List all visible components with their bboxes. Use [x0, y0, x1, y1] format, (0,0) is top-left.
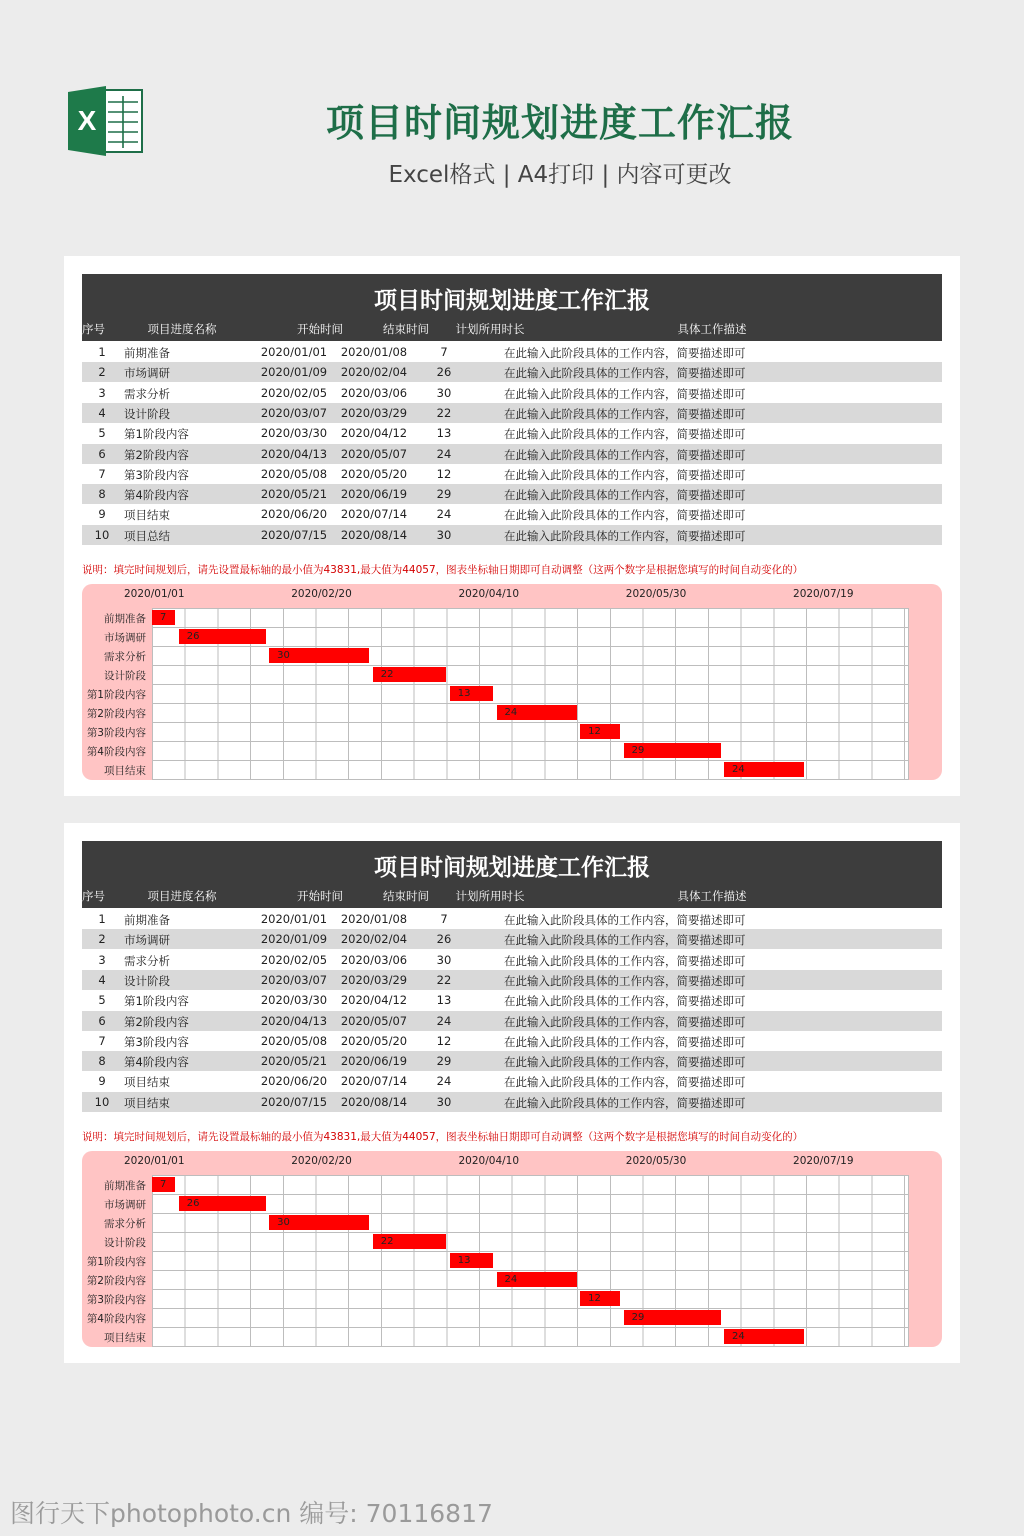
table-row: [82, 383, 942, 403]
task-label: 项目结束: [104, 1332, 146, 1344]
start-date: 2020/05/08: [260, 1033, 328, 1048]
start-date: 2020/02/05: [260, 952, 328, 967]
sheet-title: 项目时间规划进度工作汇报: [374, 855, 650, 881]
task-label: 前期准备: [104, 1180, 146, 1192]
task-bar: [450, 1253, 493, 1268]
task-bar: [497, 1272, 577, 1287]
gantt-chart: [82, 1151, 942, 1347]
x-axis-label: 2020/01/01: [124, 588, 185, 600]
task-bar: [269, 648, 369, 663]
task-bar: [152, 610, 175, 625]
duration: 30: [436, 385, 452, 400]
task-bar: [373, 667, 447, 682]
description: 在此输入此阶段具体的工作内容，简要描述即可: [504, 528, 746, 543]
bar-value-label: 29: [631, 1312, 645, 1323]
duration: 12: [436, 1033, 452, 1048]
table-row: [82, 909, 942, 929]
description: 在此输入此阶段具体的工作内容，简要描述即可: [504, 1075, 746, 1090]
start-date: 2020/07/15: [260, 1094, 328, 1109]
end-date: 2020/06/19: [340, 487, 408, 502]
x-axis-label: 2020/05/30: [625, 588, 687, 600]
phase-name: 需求分析: [124, 953, 170, 968]
row-index: 5: [98, 993, 106, 1008]
excel-icon: [66, 84, 146, 158]
task-label: 市场调研: [104, 1199, 146, 1211]
table-row: [82, 970, 942, 990]
bar-value-label: 12: [588, 1293, 601, 1304]
worksheet-2: [64, 823, 960, 1363]
x-axis-label: 2020/07/19: [793, 1155, 854, 1167]
x-axis-label: 2020/04/10: [458, 588, 520, 600]
table-row: [82, 1051, 942, 1071]
task-label: 第2阶段内容: [86, 1275, 146, 1287]
start-date: 2020/06/20: [260, 1074, 328, 1089]
task-bar: [269, 1215, 369, 1230]
end-date: 2020/06/19: [340, 1054, 408, 1069]
column-header: 计划所用时长: [455, 889, 525, 903]
phase-name: 项目结束: [124, 1075, 170, 1090]
end-date: 2020/05/07: [340, 1013, 408, 1028]
end-date: 2020/08/14: [340, 1094, 408, 1109]
start-date: 2020/01/09: [260, 932, 328, 947]
bar-value-label: 7: [160, 612, 167, 623]
phase-name: 项目结束: [124, 1095, 170, 1110]
table-row: [82, 950, 942, 970]
task-bar: [497, 705, 577, 720]
table-row: [82, 504, 942, 524]
duration: 7: [440, 912, 448, 926]
start-date: 2020/03/30: [260, 993, 328, 1008]
row-index: 1: [98, 912, 106, 926]
table-row: [82, 444, 942, 464]
end-date: 2020/05/20: [340, 466, 408, 481]
description: 在此输入此阶段具体的工作内容，简要描述即可: [504, 366, 746, 381]
duration: 26: [436, 365, 452, 380]
row-index: 10: [94, 1094, 110, 1109]
start-date: 2020/04/13: [260, 446, 328, 461]
x-axis-label: 2020/01/01: [124, 1155, 185, 1167]
task-label: 第4阶段内容: [86, 746, 146, 758]
phase-name: 项目总结: [124, 528, 170, 543]
row-index: 6: [98, 1013, 106, 1028]
bar-value-label: 24: [732, 764, 745, 775]
column-header: 具体工作描述: [677, 889, 747, 903]
column-header: 项目进度名称: [147, 889, 217, 903]
start-date: 2020/07/15: [260, 527, 328, 542]
start-date: 2020/01/09: [260, 365, 328, 380]
bar-value-label: 13: [457, 1255, 471, 1266]
bar-value-label: 12: [588, 726, 601, 737]
bar-value-label: 22: [380, 1236, 394, 1247]
phase-name: 项目结束: [124, 508, 170, 523]
end-date: 2020/03/06: [340, 385, 408, 400]
duration: 30: [436, 952, 452, 967]
task-label: 第3阶段内容: [86, 1294, 146, 1306]
description: 在此输入此阶段具体的工作内容，简要描述即可: [504, 447, 746, 462]
task-bar: [580, 1291, 620, 1306]
chart-note: 说明：填完时间规划后，请先设置最标轴的最小值为43831,最大值为44057，图表坐标轴日期即可自动调整（这两个数字是根据您填写的时间自动变化的）: [82, 1131, 804, 1143]
description: 在此输入此阶段具体的工作内容，简要描述即可: [504, 973, 746, 988]
page-header: [0, 0, 1024, 230]
description: 在此输入此阶段具体的工作内容，简要描述即可: [504, 953, 746, 968]
end-date: 2020/07/14: [340, 1074, 408, 1089]
table-row: [82, 929, 942, 949]
bar-value-label: 7: [160, 1179, 167, 1190]
phase-name: 第2阶段内容: [124, 447, 189, 462]
table-row: [82, 464, 942, 484]
start-date: 2020/03/30: [260, 426, 328, 441]
description: 在此输入此阶段具体的工作内容，简要描述即可: [504, 386, 746, 401]
task-label: 第2阶段内容: [86, 708, 146, 720]
task-label: 需求分析: [104, 1218, 146, 1230]
svg-text:X: X: [77, 105, 97, 136]
task-bar: [450, 686, 493, 701]
duration: 29: [436, 1054, 452, 1069]
row-index: 8: [98, 1054, 106, 1069]
task-label: 前期准备: [104, 613, 146, 625]
table-row: [82, 403, 942, 423]
task-label: 项目结束: [104, 765, 146, 777]
bar-value-label: 22: [380, 669, 394, 680]
end-date: 2020/03/06: [340, 952, 408, 967]
phase-name: 第2阶段内容: [124, 1014, 189, 1029]
description: 在此输入此阶段具体的工作内容，简要描述即可: [504, 406, 746, 421]
x-axis-label: 2020/05/30: [625, 1155, 687, 1167]
task-label: 需求分析: [104, 651, 146, 663]
start-date: 2020/01/01: [260, 345, 328, 359]
duration: 12: [436, 466, 452, 481]
start-date: 2020/02/05: [260, 385, 328, 400]
task-label: 设计阶段: [104, 670, 146, 682]
row-index: 8: [98, 487, 106, 502]
start-date: 2020/01/01: [260, 912, 328, 926]
duration: 24: [436, 446, 452, 461]
chart-note: 说明：填完时间规划后，请先设置最标轴的最小值为43831,最大值为44057，图表坐标轴日期即可自动调整（这两个数字是根据您填写的时间自动变化的）: [82, 564, 804, 576]
x-axis-label: 2020/02/20: [291, 1155, 352, 1167]
duration: 24: [436, 1013, 452, 1028]
bar-value-label: 26: [186, 1198, 200, 1209]
task-bar: [580, 724, 620, 739]
table-row: [82, 362, 942, 382]
description: 在此输入此阶段具体的工作内容，简要描述即可: [504, 994, 746, 1009]
description: 在此输入此阶段具体的工作内容，简要描述即可: [504, 1095, 746, 1110]
worksheet-1: [64, 256, 960, 796]
row-index: 2: [98, 365, 106, 380]
description: 在此输入此阶段具体的工作内容，简要描述即可: [504, 913, 746, 927]
description: 在此输入此阶段具体的工作内容，简要描述即可: [504, 1055, 746, 1070]
table-row: [82, 1011, 942, 1031]
duration: 29: [436, 487, 452, 502]
start-date: 2020/03/07: [260, 972, 328, 987]
gantt-chart: [82, 584, 942, 780]
task-bar: [724, 1329, 804, 1344]
end-date: 2020/05/20: [340, 1033, 408, 1048]
start-date: 2020/05/21: [260, 487, 328, 502]
description: 在此输入此阶段具体的工作内容，简要描述即可: [504, 508, 746, 523]
row-index: 2: [98, 932, 106, 947]
row-index: 9: [98, 1074, 106, 1089]
table-header-band: [82, 274, 942, 341]
row-index: 4: [98, 972, 106, 987]
phase-name: 第1阶段内容: [124, 427, 189, 442]
x-axis-label: 2020/07/19: [793, 588, 854, 600]
description: 在此输入此阶段具体的工作内容，简要描述即可: [504, 933, 746, 948]
duration: 30: [436, 1094, 452, 1109]
table-row: [82, 423, 942, 443]
sheet-title: 项目时间规划进度工作汇报: [374, 288, 650, 314]
phase-name: 市场调研: [124, 933, 170, 948]
end-date: 2020/07/14: [340, 507, 408, 522]
description: 在此输入此阶段具体的工作内容，简要描述即可: [504, 427, 746, 442]
start-date: 2020/04/13: [260, 1013, 328, 1028]
description: 在此输入此阶段具体的工作内容，简要描述即可: [504, 1034, 746, 1049]
column-header: 具体工作描述: [677, 322, 747, 336]
task-label: 第3阶段内容: [86, 727, 146, 739]
column-header: 项目进度名称: [147, 322, 217, 336]
row-index: 3: [98, 385, 106, 400]
table-row: [82, 1071, 942, 1091]
bar-value-label: 24: [732, 1331, 745, 1342]
phase-name: 第4阶段内容: [124, 1055, 189, 1070]
duration: 13: [436, 426, 452, 441]
task-label: 第4阶段内容: [86, 1313, 146, 1325]
phase-name: 第3阶段内容: [124, 1034, 189, 1049]
phase-name: 设计阶段: [124, 973, 170, 988]
duration: 7: [440, 345, 448, 359]
column-header: 结束时间: [383, 322, 429, 336]
start-date: 2020/03/07: [260, 405, 328, 420]
start-date: 2020/05/08: [260, 466, 328, 481]
description: 在此输入此阶段具体的工作内容，简要描述即可: [504, 1014, 746, 1029]
end-date: 2020/08/14: [340, 527, 408, 542]
end-date: 2020/04/12: [340, 426, 408, 441]
column-header: 结束时间: [383, 889, 429, 903]
bar-value-label: 13: [457, 688, 471, 699]
end-date: 2020/01/08: [340, 912, 408, 926]
phase-name: 前期准备: [124, 346, 170, 360]
task-label: 第1阶段内容: [86, 1256, 146, 1268]
end-date: 2020/03/29: [340, 405, 408, 420]
task-bar: [373, 1234, 447, 1249]
task-bar: [179, 629, 266, 644]
page-subtitle: Excel格式 | A4打印 | 内容可更改: [388, 162, 732, 188]
bar-value-label: 26: [186, 631, 200, 642]
description: 在此输入此阶段具体的工作内容，简要描述即可: [504, 467, 746, 482]
task-bar: [624, 743, 721, 758]
x-axis-label: 2020/02/20: [291, 588, 352, 600]
task-bar: [152, 1177, 175, 1192]
task-label: 设计阶段: [104, 1237, 146, 1249]
phase-name: 市场调研: [124, 366, 170, 381]
duration: 22: [436, 405, 452, 420]
column-header: 开始时间: [297, 889, 343, 903]
table-row: [82, 342, 942, 362]
task-bar: [624, 1310, 721, 1325]
phase-name: 第1阶段内容: [124, 994, 189, 1009]
phase-name: 前期准备: [124, 913, 170, 927]
table-row: [82, 1092, 942, 1112]
page-title: 项目时间规划进度工作汇报: [325, 101, 794, 145]
duration: 24: [436, 1074, 452, 1089]
duration: 24: [436, 507, 452, 522]
duration: 13: [436, 993, 452, 1008]
column-header: 序号: [82, 889, 105, 903]
column-header: 序号: [82, 322, 105, 336]
phase-name: 设计阶段: [124, 406, 170, 421]
x-axis-label: 2020/04/10: [458, 1155, 520, 1167]
row-index: 5: [98, 426, 106, 441]
start-date: 2020/06/20: [260, 507, 328, 522]
row-index: 1: [98, 345, 106, 359]
end-date: 2020/03/29: [340, 972, 408, 987]
phase-name: 第3阶段内容: [124, 467, 189, 482]
bar-value-label: 24: [504, 1274, 518, 1285]
column-header: 计划所用时长: [455, 322, 525, 336]
description: 在此输入此阶段具体的工作内容，简要描述即可: [504, 488, 746, 503]
column-header: 开始时间: [297, 322, 343, 336]
end-date: 2020/02/04: [340, 932, 408, 947]
table-row: [82, 525, 942, 545]
table-header-band: [82, 841, 942, 908]
table-row: [82, 990, 942, 1010]
end-date: 2020/05/07: [340, 446, 408, 461]
table-row: [82, 1031, 942, 1051]
duration: 30: [436, 527, 452, 542]
task-bar: [179, 1196, 266, 1211]
row-index: 3: [98, 952, 106, 967]
task-label: 市场调研: [104, 632, 146, 644]
row-index: 7: [98, 466, 106, 481]
task-bar: [724, 762, 804, 777]
end-date: 2020/02/04: [340, 365, 408, 380]
end-date: 2020/01/08: [340, 345, 408, 359]
row-index: 10: [94, 527, 110, 542]
phase-name: 第4阶段内容: [124, 488, 189, 503]
task-label: 第1阶段内容: [86, 689, 146, 701]
end-date: 2020/04/12: [340, 993, 408, 1008]
duration: 26: [436, 932, 452, 947]
watermark-footer: 图行天下photophoto.cn 编号: 70116817: [10, 1499, 493, 1528]
table-row: [82, 484, 942, 504]
row-index: 6: [98, 446, 106, 461]
bar-value-label: 29: [631, 745, 645, 756]
duration: 22: [436, 972, 452, 987]
bar-value-label: 24: [504, 707, 518, 718]
phase-name: 需求分析: [124, 386, 170, 401]
bar-value-label: 30: [277, 650, 290, 661]
description: 在此输入此阶段具体的工作内容，简要描述即可: [504, 346, 746, 360]
bar-value-label: 30: [277, 1217, 290, 1228]
row-index: 4: [98, 405, 106, 420]
start-date: 2020/05/21: [260, 1054, 328, 1069]
row-index: 7: [98, 1033, 106, 1048]
row-index: 9: [98, 507, 106, 522]
